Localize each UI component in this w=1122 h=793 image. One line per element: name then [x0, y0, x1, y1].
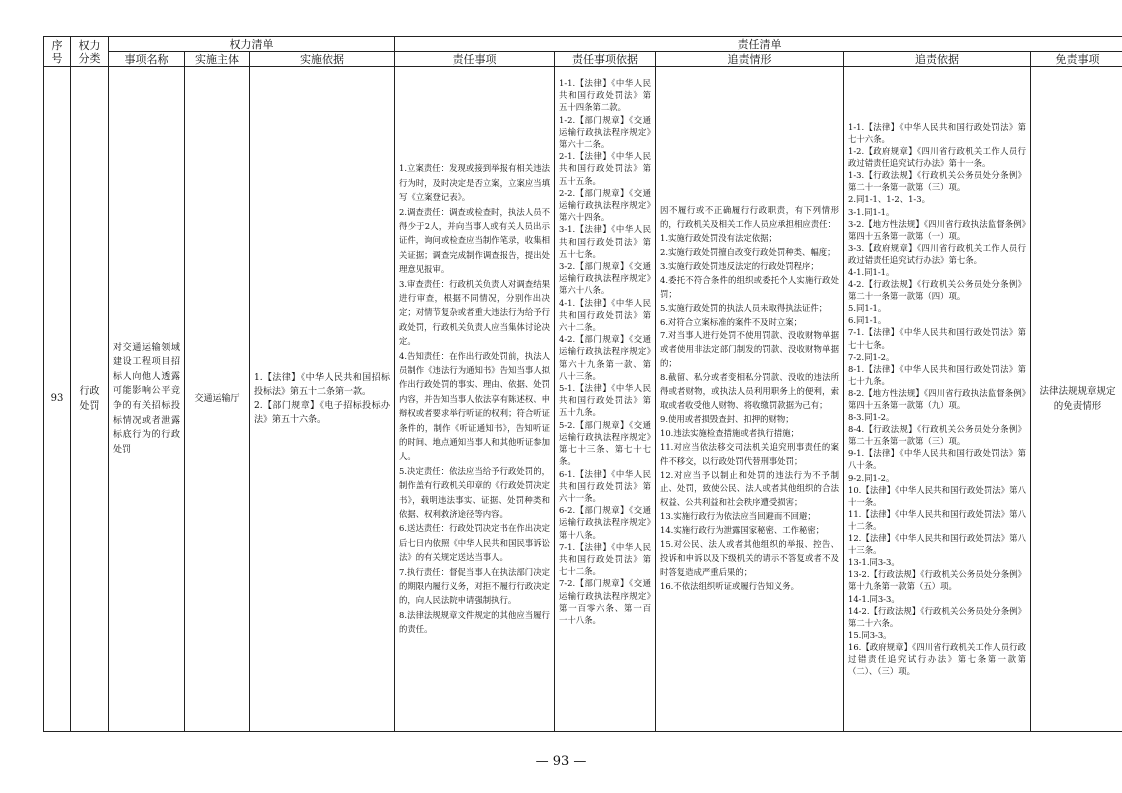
accountability-basis-item: 4-2.【行政法规】《行政机关公务员处分条例》第二十一条第一款第（四）项。 [848, 279, 1026, 302]
accountability-basis-item: 14-2.【行政法规】《行政机关公务员处分条例》第二十六条。 [848, 605, 1026, 628]
resp-item: 6.送达责任：行政处罚决定书在作出决定后七日内依照《中华人民共和国民事诉讼法》的有关规定送达当事人。 [399, 523, 550, 563]
accountability-basis-item: 9-2.同1-2。 [848, 472, 895, 483]
row-resp-basis [555, 67, 656, 732]
accountability-basis-item: 15.同3-3。 [848, 629, 892, 640]
accountability-case: 2.实施行政处罚擅自改变行政处罚种类、幅度； [660, 247, 836, 258]
accountability-basis-item: 5.同1-1。 [848, 303, 887, 314]
row-accountability-cases [656, 67, 844, 732]
resp-item: 3.审查责任：行政机关负责人对调查结果进行审查，根据不同情况，分别作出决定；对情节复杂或者重大违法行为给予行政处罚，行政机关负责人应当集体讨论决定。 [399, 278, 550, 347]
resp-item: 4.告知责任：在作出行政处罚前，执法人员制作《违法行为通知书》告知当事人拟作出行政处罚的事实、理由、依据、处罚内容，并告知当事人依法享有陈述权、申辩权或者要求举行听证的权利；符合听证条件的，制作《听证通知书》，告知听证的时间、地点通知当事人和其他听证参加人。 [399, 350, 550, 462]
header-accountability-basis: 追责依据 [844, 52, 1031, 67]
row-resp-items [395, 67, 555, 732]
accountability-basis-item: 7-2.同1-2。 [848, 351, 895, 362]
resp-item: 1.立案责任：发现或接到举报有相关违法行为时，及时决定是否立案，立案应当填写《立案登记表》。 [399, 163, 550, 203]
table-row [44, 67, 1122, 732]
accountability-case: 13.实施行政行为依法应当回避而不回避； [660, 511, 816, 522]
header-row-1 [44, 37, 1122, 52]
accountability-basis-item: 8-1.【法律】《中华人民共和国行政处罚法》第七十九条。 [848, 363, 1026, 386]
resp-basis-item: 2-2.【部门规章】《交通运输行政执法程序规定》第六十四条。 [559, 187, 651, 223]
accountability-basis-item: 13-2.【行政法规】《行政机关公务员处分条例》第十九条第一款第（五）项。 [848, 569, 1026, 592]
accountability-case: 15.对公民、法人或者其他组织的举报、控告、投诉和申诉以及下级机关的请示不答复或者不及时答复造成严重后果的； [660, 539, 839, 577]
header-resp-items: 责任事项 [395, 52, 555, 67]
resp-basis-item: 7-1.【法律】《中华人民共和国行政处罚法》第七十二条。 [559, 541, 651, 577]
resp-item: 5.决定责任：依法应当给予行政处罚的，制作盖有行政机关印章的《行政处罚决定书》，载明违法事实、证据、处罚种类和依据、权利救济途径等内容。 [399, 465, 550, 520]
accountability-case: 4.委托不符合条件的组织或委托个人实施行政处罚； [660, 274, 839, 299]
accountability-case: 6.对符合立案标准的案件不及时立案； [660, 316, 802, 327]
resp-basis-item: 5-2.【部门规章】《交通运输行政执法程序规定》第七十三条、第七十七条。 [559, 419, 651, 467]
accountability-basis-item: 3-1.同1-1。 [848, 206, 895, 217]
row-basis [250, 67, 395, 732]
page-number: — 93 — [535, 754, 587, 769]
resp-basis-item: 4-2.【部门规章】《交通运输行政执法程序规定》第六十九条第一款、第八十三条。 [559, 334, 651, 381]
header-exemptions: 免责事项 [1031, 52, 1122, 67]
accountability-basis-item: 11.【法律】《中华人民共和国行政处罚法》第八十二条。 [848, 508, 1026, 531]
accountability-case: 1.实施行政处罚没有法定依据； [660, 233, 777, 244]
accountability-basis-item: 10.【法律】《中华人民共和国行政处罚法》第八十一条。 [848, 484, 1026, 507]
accountability-basis-item: 8-2.【地方性法规】《四川省行政执法监督条例》第四十五条第一款第（九）项。 [848, 387, 1026, 410]
resp-item: 7.执行责任：督促当事人在执法部门决定的期限内履行义务，对拒不履行行政决定的，向人民法院申请强制执行。 [399, 566, 550, 606]
header-accountability-cases: 追责情形 [656, 52, 844, 67]
resp-basis-item: 2-1.【法律】《中华人民共和国行政处罚法》第五十五条。 [559, 151, 651, 186]
row-power-type: 行政处罚 [71, 67, 109, 732]
accountability-basis-item: 3-2.【地方性法规】《四川省行政执法监督条例》第四十五条第一款第（一）项。 [848, 218, 1026, 241]
accountability-case: 12.对应当予以制止和处罚的违法行为不予制止、处罚，致使公民、法人或者其他组织的合法权益、公共利益和社会秩序遭受损害； [660, 469, 839, 508]
power-responsibility-table [43, 36, 1122, 732]
accountability-basis-item: 3-3.【政府规章】《四川省行政机关工作人员行政过错责任追究试行办法》第七条。 [848, 242, 1026, 265]
accountability-case: 9.使用或者损毁查封、扣押的财物； [660, 413, 794, 424]
accountability-basis-item: 2.同1-1、1-2、1-3。 [848, 194, 930, 205]
accountability-basis-item: 8-4.【行政法规】《行政机关公务员处分条例》第二十五条第一款第（三）项。 [848, 424, 1026, 447]
resp-item: 8.法律法规规章文件规定的其他应当履行的责任。 [399, 609, 550, 635]
header-power-list: 权力清单 [109, 37, 395, 52]
resp-basis-item: 6-2.【部门规章】《交通运输行政执法程序规定》第十八条。 [559, 505, 651, 540]
accountability-case: 7.对当事人进行处罚不使用罚款、没收财物单据或者使用非法定部门制发的罚款、没收财物单据的； [660, 330, 839, 369]
basis-item: 1.【法律】《中华人民共和国招标投标法》第五十二条第一款。 [254, 373, 390, 397]
accountability-case: 5.实施行政处罚的执法人员未取得执法证件； [660, 302, 828, 313]
accountability-case: 3.实施行政处罚违反法定的行政处罚程序； [660, 260, 819, 271]
accountability-basis-item: 1-3.【行政法规】《行政机关公务员处分条例》第二十一条第一款第（三）项。 [848, 170, 1026, 193]
row-subject: 交通运输厅 [185, 67, 250, 732]
accountability-basis-item: 7-1.【法律】《中华人民共和国行政处罚法》第七十七条。 [848, 327, 1026, 350]
row-exemptions: 法律法规规章规定的免责情形 [1031, 67, 1122, 732]
accountability-basis-item: 16.【政府规章】《四川省行政机关工作人员行政过错责任追究试行办法》第七条第一款第（二）、（三）项。 [848, 641, 1026, 677]
accountability-basis-item: 8-3.同1-2。 [848, 412, 895, 423]
accountability-basis-item: 13-1.同3-3。 [848, 557, 900, 568]
accountability-case: 10.违法实施检查措施或者执行措施； [660, 427, 799, 438]
resp-basis-item: 5-1.【法律】《中华人民共和国行政处罚法》第五十九条。 [559, 383, 651, 418]
resp-basis-item: 3-2.【部门规章】《交通运输行政执法程序规定》第六十八条。 [559, 261, 651, 296]
basis-item: 2.【部门规章】《电子招标投标办法》第五十六条。 [254, 401, 390, 425]
header-basis: 实施依据 [250, 52, 395, 67]
accountability-basis-item: 1-2.【政府规章】《四川省行政机关工作人员行政过错责任追究试行办法》第十一条。 [848, 146, 1026, 169]
resp-basis-item: 4-1.【法律】《中华人民共和国行政处罚法》第六十二条。 [559, 297, 651, 333]
accountability-case: 11.对应当依法移交司法机关追究刑事责任的案件不移交，以行政处罚代替刑事处罚； [660, 441, 839, 466]
accountability-basis-item: 1-1.【法律】《中华人民共和国行政处罚法》第七十六条。 [848, 121, 1026, 144]
resp-basis-item: 3-1.【法律】《中华人民共和国行政处罚法》第五十七条。 [559, 224, 651, 259]
row-accountability-basis [844, 67, 1031, 732]
header-seq: 序号 [44, 37, 71, 67]
header-responsibility-list: 责任清单 [395, 37, 1122, 52]
resp-basis-item: 6-1.【法律】《中华人民共和国行政处罚法》第六十一条。 [559, 468, 651, 503]
accountability-basis-item: 6.同1-1。 [848, 315, 887, 326]
accountability-basis-item: 9-1.【法律】《中华人民共和国行政处罚法》第八十条。 [848, 448, 1026, 471]
header-row-2 [44, 52, 1122, 67]
resp-basis-item: 7-2.【部门规章】《交通运输行政执法程序规定》第一百零六条、第一百一十八条。 [559, 578, 651, 625]
accountability-case: 14.实施行政行为泄露国家秘密、工作秘密； [660, 525, 825, 536]
accountability-case: 因不履行或不正确履行行政职责，有下列情形的，行政机关及相关工作人员应承担相应责任： [660, 205, 839, 230]
accountability-basis-item: 14-1.同3-3。 [848, 593, 900, 604]
row-seq: 93 [44, 67, 71, 732]
accountability-case: 16.不依法组织听证或履行告知义务。 [660, 580, 799, 591]
header-resp-basis: 责任事项依据 [555, 52, 656, 67]
resp-basis-item: 1-2.【部门规章】《交通运输行政执法程序规定》第六十二条。 [559, 114, 651, 150]
resp-item: 2.调查责任：调查或检查时，执法人员不得少于2人，并向当事人或有关人员出示证件，询问或检查应当制作笔录，收集相关证据；调查完成制作调查报告，提出处理意见报审。 [399, 206, 550, 275]
header-power-type: 权力分类 [71, 37, 109, 67]
header-item-name: 事项名称 [109, 52, 185, 67]
row-item-name: 对交通运输领域建设工程项目招标人向他人透露可能影响公平竞争的有关招标投标情况或者泄露标底行为的行政处罚 [109, 67, 185, 732]
header-subject: 实施主体 [185, 52, 250, 67]
accountability-case: 8.截留、私分或者变相私分罚款、没收的违法所得或者财物，或执法人员利用职务上的便利，索取或者收受他人财物、将收缴罚款据为己有； [660, 372, 839, 410]
resp-basis-item: 1-1.【法律】《中华人民共和国行政处罚法》第五十四条第二款。 [559, 78, 651, 113]
accountability-basis-item: 12.【法律】《中华人民共和国行政处罚法》第八十三条。 [848, 533, 1026, 556]
accountability-basis-item: 4-1.同1-1。 [848, 266, 895, 277]
